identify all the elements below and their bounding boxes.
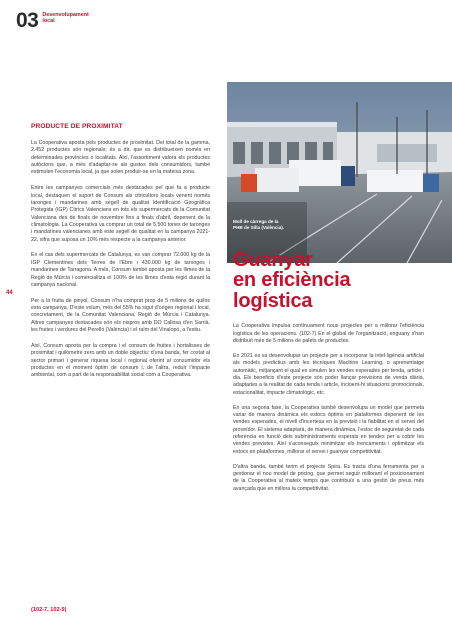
paragraph: La Cooperativa aposta pels productes de proximitat. Del total de la gamma, 2.452 productes són regionals; és a dir, que es distribueixen només en determinades províncies o localitats. Així, l'assortiment valora els productes autòctons que, a més d'adaptar-se als gustos dels consumidors, també estimulen l'economia local, ja que solen produir-se en la mateixa zona. [31, 140, 210, 176]
paragraph: En una segona fase, la Cooperativa també desenvolupa un model que permeta variar de manera dinàmica els estocs òptims en plataformes depenent de les vendes esperades, el nivell d'incertesa en la previsió i la fiabilitat en el servei del proveïdor. El sistema adaptarà, de manera dinàmica, l'estoc de seguretat de cada referència en funció dels subministraments esperats en tendes per a cobrir les vendes previstes. Així s'aconseguix minimitzar els trencaments i optimitzar els estocs en plataformes, millorar el servei i guanyar competitivitat. [233, 404, 424, 455]
section-title: PRODUCTE DE PROXIMITAT [31, 123, 123, 130]
photo-illustration [227, 82, 452, 263]
paragraph: Així, Consum aposta per la compra i el consum de fruites i hortalisses de proximitat i quilòmetre zero amb un doble objectiu: d'una banda, fer costat al sector primari i generar riquesa local i regional oferint al consumidor els productes en el moment òptim de consum i, de l'altra, reduir l'impacte ambiental, com a part de la responsabilitat social com a Cooperativa. [31, 342, 210, 379]
paragraph: En 2021 es va desenvolupar un projecte per a incorporar la intel·ligència artificial als models predictius amb les tècniques Machine Learning, o aprenentatge automàtic, mitjançant el qual es simulen les vendes esperades per tenda, article i dia. Els beneficis d'este projecte són poder llançar previsions de venda diària, adaptades a la realitat de cada tenda i article, incloent-hi situacions promocionals, estacionalitat, impacte climatològic, etc. [233, 352, 424, 396]
gri-reference: (102-7, 102-9) [31, 607, 67, 613]
right-column [233, 250, 424, 500]
paragraph: Per a la fruita de pinyol, Consum n'ha comprat prop de 5 milions de quilos esta campanya. D'este volum, més del 55% ha sigut d'origen regional i local, concretament, de la Comunitat Valenciana, Regió de Múrcia i Catalunya. Altres campanyes destacades són els nispros amb DO Callosa d'en Sarrià, les fruites i verdures del Perelló (València) i el raïm del Vinalopó, a l'estiu. [31, 297, 210, 334]
left-column [31, 123, 210, 388]
chapter-title: Desenvolupament local [42, 12, 89, 25]
paragraph: En el cas dels supermercats de Catalunya, es van comprar 72.000 kg de la IGP Clementines dels Terres de l'Ebre i 430.000 kg de taronges i mandarines de Tarragona. A més, Consum també aposta per les llimes de la Regió de Múrcia i comercialitza el 100% de les llimes d'esta regió durant la campanya nacional. [31, 252, 210, 288]
photo-caption: Moll de càrrega de la PHB de Silla (València). [233, 219, 285, 230]
page-number: 44 [6, 290, 13, 296]
chapter-number: 03 [16, 9, 39, 32]
paragraph: Entre les campanyes comercials més destacades pel que fa a producte local, destaquen el suport de Consum als citricultors locals venent només taronges i mandarines amb segell de qualitat Identificació Geogràfica Protegida (IGP) Cítrics Valencians en tots els supermercats de la Comunitat Valenciana des de finals de novembre fins a finals d'abril, depenent de la climatologia. La Cooperativa va comprar un total de 5.500 tones de taronges i mandarines valencianes amb este segell de qualitat en la campanya 2021-22, xifra que suposa un 10% més respecte a la campanya anterior. [31, 185, 210, 243]
heading-line: Guanyar [233, 249, 313, 271]
section-heading [233, 250, 424, 311]
paragraph: La Cooperativa impulsa contínuament nous projectes per a millorar l'eficiència logística de les operacions. (102-7) En el global de l'organització, enguany s'han distribuït més de 5 milions de palets de productes. [233, 323, 424, 344]
paragraph: D'altra banda, també terim el projecte Spira. Es tracta d'una ferramenta per a gestionar el nou model de pricing, que permet seguir millorant el posicionament de la Cooperativa al mateix temps que contribuïx a una gestió de preus més avançada que en millora la competitivitat. [233, 463, 424, 492]
chapter-header [16, 10, 102, 36]
heading-line: en eficiència [233, 269, 351, 292]
heading-line: logística [233, 289, 313, 312]
loading-dock-photo [227, 82, 452, 263]
